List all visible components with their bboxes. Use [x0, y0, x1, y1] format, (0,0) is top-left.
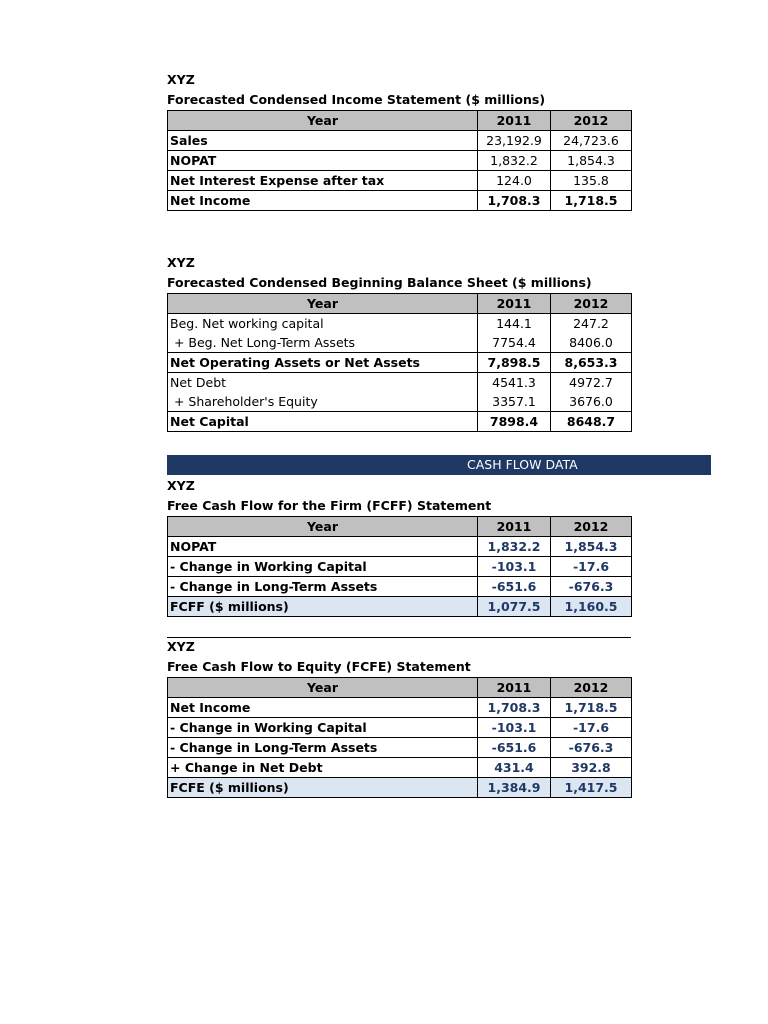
cell-2012: 392.8: [551, 758, 632, 778]
fcfe-title: Free Cash Flow to Equity (FCFE) Statement: [167, 659, 471, 674]
table-row: [168, 191, 632, 211]
banner-label: CASH FLOW DATA: [467, 457, 578, 472]
table-row: [168, 758, 632, 778]
cell-2011: 431.4: [478, 758, 551, 778]
cell-2011: 1,708.3: [478, 191, 551, 211]
income-company: XYZ: [167, 72, 195, 87]
cell-2012: 3676.0: [551, 392, 632, 412]
row-label: FCFE ($ millions): [168, 778, 478, 798]
header-year: Year: [168, 517, 478, 537]
cell-2011: 144.1: [478, 314, 551, 334]
row-label: Net Income: [168, 191, 478, 211]
cell-2011: 23,192.9: [478, 131, 551, 151]
cell-2011: 1,384.9: [478, 778, 551, 798]
table-header-row: [168, 517, 632, 537]
header-2011: 2011: [478, 678, 551, 698]
fcff-statement: [167, 476, 632, 617]
table-row: [168, 738, 632, 758]
table-header-row: [168, 678, 632, 698]
cell-2011: 7,898.5: [478, 353, 551, 373]
balance-company: XYZ: [167, 255, 195, 270]
cell-2011: -651.6: [478, 738, 551, 758]
cell-2012: 1,160.5: [551, 597, 632, 617]
balance-table: [167, 293, 632, 432]
table-row: [168, 597, 632, 617]
fcff-table: [167, 516, 632, 617]
header-2011: 2011: [478, 294, 551, 314]
header-year: Year: [168, 678, 478, 698]
table-row: [168, 151, 632, 171]
cash-flow-data-banner: [167, 455, 711, 475]
cell-2011: 4541.3: [478, 373, 551, 393]
cell-2012: 4972.7: [551, 373, 632, 393]
cell-2011: 7898.4: [478, 412, 551, 432]
cell-2012: 1,854.3: [551, 537, 632, 557]
row-label: Net Operating Assets or Net Assets: [168, 353, 478, 373]
row-label: + Change in Net Debt: [168, 758, 478, 778]
header-2012: 2012: [551, 517, 632, 537]
cell-2012: -676.3: [551, 738, 632, 758]
cell-2012: 1,854.3: [551, 151, 632, 171]
cell-2011: 124.0: [478, 171, 551, 191]
row-label: - Change in Working Capital: [168, 557, 478, 577]
table-row: [168, 412, 632, 432]
table-row: [168, 557, 632, 577]
fcfe-company: XYZ: [167, 639, 195, 654]
cell-2012: -17.6: [551, 718, 632, 738]
row-label: + Beg. Net Long-Term Assets: [168, 333, 478, 353]
cell-2012: 8648.7: [551, 412, 632, 432]
cell-2011: 1,708.3: [478, 698, 551, 718]
row-label: NOPAT: [168, 151, 478, 171]
fcfe-statement: [167, 637, 632, 798]
table-row: [168, 718, 632, 738]
table-header-row: [168, 111, 632, 131]
cell-2012: -17.6: [551, 557, 632, 577]
cell-2012: 24,723.6: [551, 131, 632, 151]
row-label: Net Debt: [168, 373, 478, 393]
cell-2011: -651.6: [478, 577, 551, 597]
balance-title: Forecasted Condensed Beginning Balance Sheet ($ millions): [167, 275, 592, 290]
header-year: Year: [168, 111, 478, 131]
cell-2011: -103.1: [478, 557, 551, 577]
row-label: - Change in Long-Term Assets: [168, 577, 478, 597]
table-row: [168, 392, 632, 412]
row-label: Net Capital: [168, 412, 478, 432]
cell-2012: 1,718.5: [551, 191, 632, 211]
table-row: [168, 778, 632, 798]
row-label: FCFF ($ millions): [168, 597, 478, 617]
row-label: NOPAT: [168, 537, 478, 557]
cell-2011: -103.1: [478, 718, 551, 738]
cell-2012: 8406.0: [551, 333, 632, 353]
table-header-row: [168, 294, 632, 314]
row-label: Beg. Net working capital: [168, 314, 478, 334]
table-row: [168, 698, 632, 718]
cell-2011: 3357.1: [478, 392, 551, 412]
header-2012: 2012: [551, 678, 632, 698]
cell-2012: 1,417.5: [551, 778, 632, 798]
table-row: [168, 171, 632, 191]
header-2012: 2012: [551, 294, 632, 314]
fcfe-table: [167, 677, 632, 798]
balance-sheet: [167, 253, 632, 432]
header-2012: 2012: [551, 111, 632, 131]
header-year: Year: [168, 294, 478, 314]
table-row: [168, 577, 632, 597]
table-row: [168, 314, 632, 334]
cell-2012: 1,718.5: [551, 698, 632, 718]
income-table: [167, 110, 632, 211]
income-statement: [167, 70, 632, 211]
row-label: Net Interest Expense after tax: [168, 171, 478, 191]
cell-2012: 247.2: [551, 314, 632, 334]
row-label: - Change in Long-Term Assets: [168, 738, 478, 758]
cell-2011: 7754.4: [478, 333, 551, 353]
fcff-title: Free Cash Flow for the Firm (FCFF) Statement: [167, 498, 492, 513]
fcff-company: XYZ: [167, 478, 195, 493]
cell-2012: 135.8: [551, 171, 632, 191]
cell-2011: 1,832.2: [478, 537, 551, 557]
row-label: Sales: [168, 131, 478, 151]
income-title: Forecasted Condensed Income Statement ($ millions): [167, 92, 546, 107]
header-2011: 2011: [478, 111, 551, 131]
row-label: + Shareholder's Equity: [168, 392, 478, 412]
table-row: [168, 373, 632, 393]
table-row: [168, 333, 632, 353]
cell-2011: 1,077.5: [478, 597, 551, 617]
cell-2012: 8,653.3: [551, 353, 632, 373]
table-row: [168, 353, 632, 373]
table-row: [168, 537, 632, 557]
cell-2012: -676.3: [551, 577, 632, 597]
row-label: - Change in Working Capital: [168, 718, 478, 738]
table-row: [168, 131, 632, 151]
row-label: Net Income: [168, 698, 478, 718]
header-2011: 2011: [478, 517, 551, 537]
cell-2011: 1,832.2: [478, 151, 551, 171]
